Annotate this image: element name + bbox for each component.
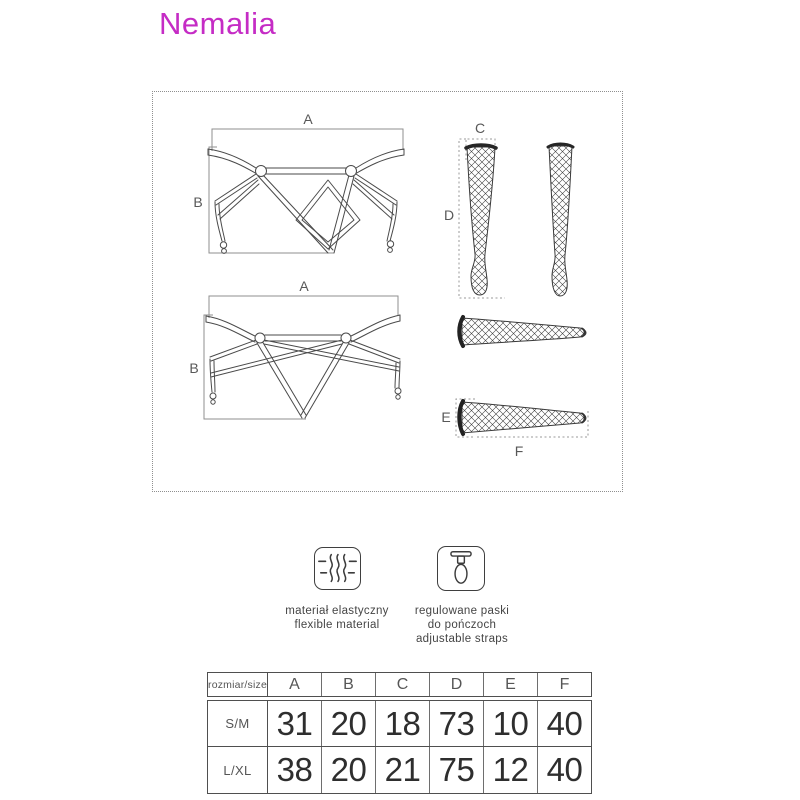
size-table-body [207,700,592,794]
table-row-lxl [208,747,591,793]
diagram-panel [152,91,623,492]
dim-label-d: D [443,207,455,223]
header-cell-f: F [559,675,570,693]
value-cell: 40 [546,751,583,788]
value-cell: 40 [546,704,583,742]
dim-label-back-a: A [299,278,309,294]
dim-label-back-b: B [189,360,199,376]
value-cell: 12 [484,747,538,793]
value-cell: 20 [322,701,376,746]
garter-clip [395,388,401,394]
adjustable-straps-icon [437,546,485,591]
header-cell-c: C [376,673,430,696]
dim-label-c: C [474,120,486,136]
garter-clip [220,242,226,248]
garter-ring [346,166,357,177]
caption-line: do pończoch [427,619,497,631]
table-row-sm [208,701,591,747]
size-table-header [207,672,592,697]
stockings-drawing [444,120,573,298]
value-cell: 75 [430,747,484,793]
page-title: Nemalia [159,6,277,41]
header-cell-e: E [484,673,538,696]
size-table [207,672,592,794]
value-cell: 18 [376,701,430,746]
dim-label-front-b: B [193,194,203,210]
header-cell-a: A [268,673,322,696]
garter-ring [255,333,265,343]
caption-line: adjustable straps [415,633,509,645]
value-cell: 10 [484,701,538,746]
dim-label-front-a: A [303,111,313,127]
sleeve-lower [462,402,586,433]
header-cell-b: B [322,673,376,696]
size-cell: L/XL [208,747,268,793]
value-cell: 31 [268,701,322,746]
stocking-right [549,146,572,296]
garter-clip [387,241,393,247]
technical-drawing [153,92,622,491]
size-cell: S/M [208,701,268,746]
sleeves-drawing [441,317,588,459]
garter-front-drawing [193,111,404,253]
value-cell: 20 [322,747,376,793]
adjustable-straps-caption [377,604,547,646]
value-cell: 38 [268,747,322,793]
sleeve-upper [462,318,586,345]
caption-line: materiał elastyczny [285,605,389,617]
dim-label-e: E [441,409,451,425]
stocking-left [467,147,495,295]
header-cell-d: D [430,673,484,696]
caption-line: regulowane paski [414,605,510,617]
garter-clip [210,393,216,399]
value-cell: 73 [430,701,484,746]
garter-ring [341,333,351,343]
garter-ring [256,166,267,177]
garter-back-drawing [189,278,401,419]
dim-label-f: F [514,443,524,459]
value-cell: 21 [376,747,430,793]
header-cell-size: rozmiar/size [208,673,268,696]
caption-line: flexible material [294,619,380,631]
elastic-material-icon [314,547,361,590]
